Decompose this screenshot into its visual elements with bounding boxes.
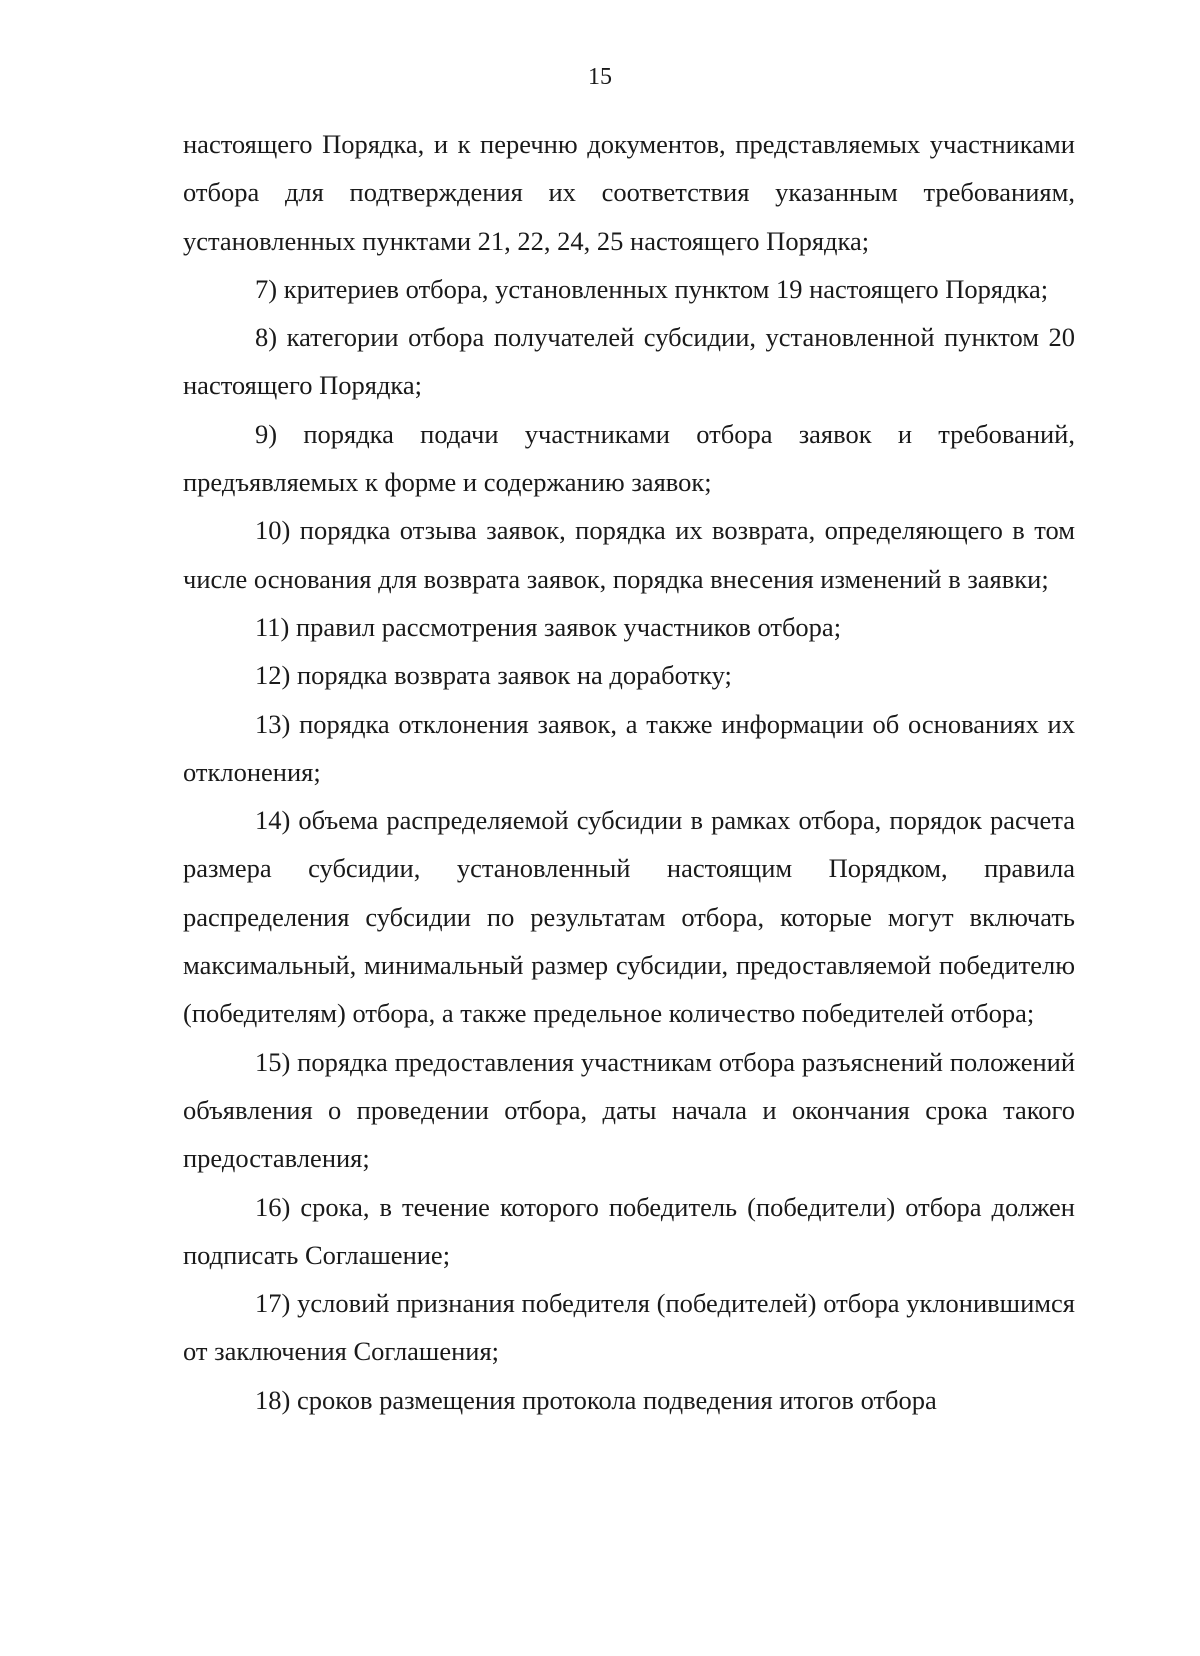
paragraph-item-7: 7) критериев отбора, установленных пунктом 19 настоящего Порядка; [255, 273, 1049, 304]
paragraph-item-14: 14) объема распределяемой субсидии в рамках отбора, порядок расчета размера субсидии, установленный настоящим Порядком, правила распределения субсидии по результатам отбора, которые могут включать максимальный, минимальный размер субсидии, предоставляемой победителю (победителям) отбора, а также предельное количество победителей отбора; [183, 805, 1075, 1029]
paragraph-item-12: 12) порядка возврата заявок на доработку; [255, 660, 732, 691]
paragraph-item-15: 15) порядка предоставления участникам отбора разъяснений положений объявления о проведении отбора, даты начала и окончания срока такого предоставления; [183, 1046, 1075, 1174]
paragraph-item-8: 8) категории отбора получателей субсидии, установленной пунктом 20 настоящего Порядка; [183, 322, 1075, 401]
paragraph-item-9: 9) порядка подачи участниками отбора заявок и требований, предъявляемых к форме и содержанию заявок; [183, 418, 1075, 498]
paragraph-item-18: 18) сроков размещения протокола подведения итогов отбора [255, 1384, 937, 1415]
paragraph-item-11: 11) правил рассмотрения заявок участников отбора; [255, 611, 842, 642]
paragraph-item-17: 17) условий признания победителя (победителей) отбора уклонившимся от заключения Соглашения; [183, 1288, 1075, 1367]
document-body [183, 120, 1075, 1424]
paragraph-item-10: 10) порядка отзыва заявок, порядка их возврата, определяющего в том числе основания для возврата заявок, порядка внесения изменений в заявки; [183, 515, 1075, 594]
paragraph-item-13: 13) порядка отклонения заявок, а также информации об основаниях их отклонения; [183, 708, 1075, 787]
paragraph-continuation: настоящего Порядка, и к перечню документов, представляемых участниками отбора для подтверждения их соответствия указанным требованиям, установленных пунктами 21, 22, 24, 25 настоящего Порядка; [183, 129, 1075, 256]
page-number: 15 [588, 64, 612, 90]
paragraph-item-16: 16) срока, в течение которого победитель (победители) отбора должен подписать Соглашение; [183, 1191, 1075, 1270]
